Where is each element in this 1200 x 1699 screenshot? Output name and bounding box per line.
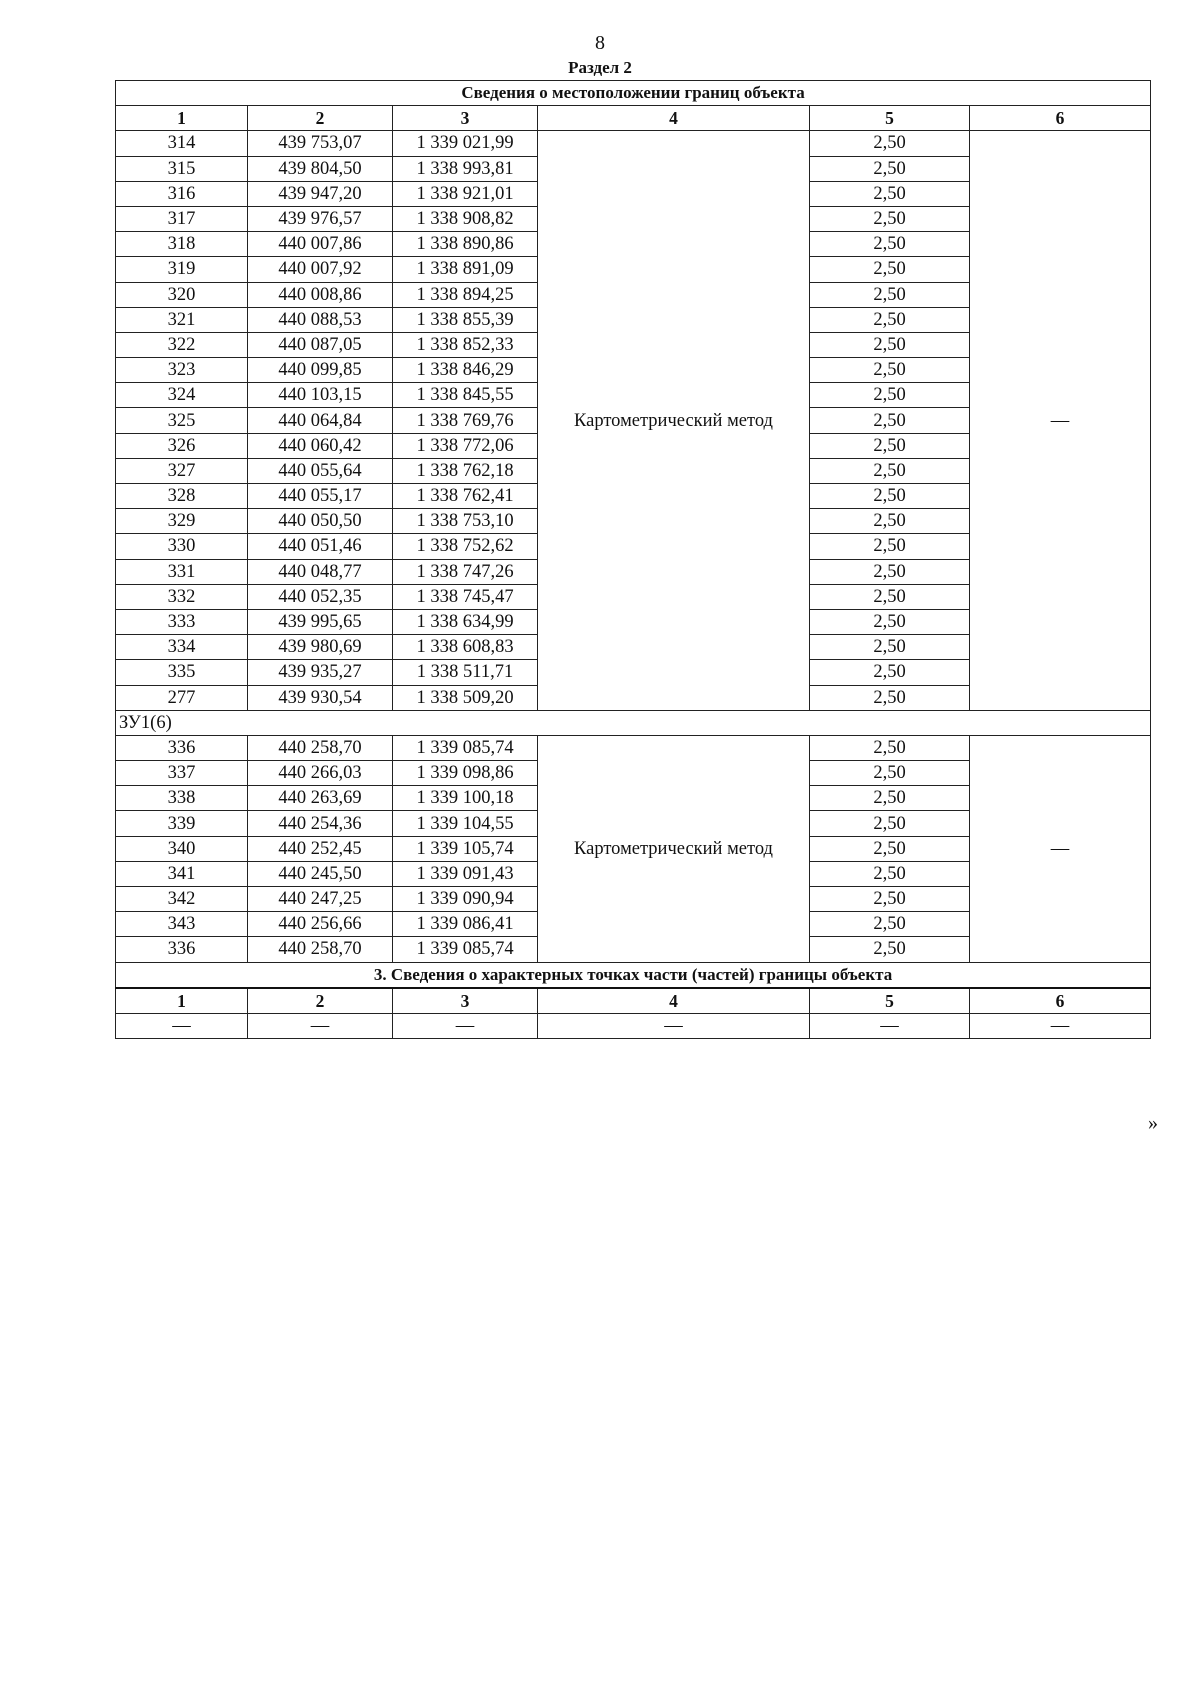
table-row — [116, 735, 1151, 760]
table-row — [116, 131, 1151, 156]
accuracy-cell: 2,50 — [810, 458, 970, 483]
point-number-cell: 318 — [116, 232, 248, 257]
x-coordinate-cell: 440 099,85 — [248, 358, 393, 383]
x-coordinate-cell: 439 976,57 — [248, 206, 393, 231]
point-number-cell: 325 — [116, 408, 248, 433]
accuracy-cell: 2,50 — [810, 383, 970, 408]
y-coordinate-cell: 1 338 852,33 — [393, 332, 538, 357]
part3-data-row — [116, 1013, 1151, 1038]
method-cell: Картометрический метод — [538, 735, 810, 962]
accuracy-cell: 2,50 — [810, 912, 970, 937]
point-number-cell: 332 — [116, 584, 248, 609]
x-coordinate-cell: 439 995,65 — [248, 609, 393, 634]
y-coordinate-cell: 1 339 104,55 — [393, 811, 538, 836]
accuracy-cell: 2,50 — [810, 534, 970, 559]
part3-data-cell: — — [538, 1013, 810, 1038]
closing-quote: » — [1148, 1112, 1158, 1134]
accuracy-cell: 2,50 — [810, 181, 970, 206]
part3-column-header: 3 — [393, 988, 538, 1014]
point-number-cell: 321 — [116, 307, 248, 332]
x-coordinate-cell: 439 930,54 — [248, 685, 393, 710]
part3-column-header: 5 — [810, 988, 970, 1014]
x-coordinate-cell: 439 947,20 — [248, 181, 393, 206]
x-coordinate-cell: 440 263,69 — [248, 786, 393, 811]
accuracy-cell: 2,50 — [810, 735, 970, 760]
point-number-cell: 336 — [116, 735, 248, 760]
y-coordinate-cell: 1 338 846,29 — [393, 358, 538, 383]
point-number-cell: 317 — [116, 206, 248, 231]
y-coordinate-cell: 1 339 085,74 — [393, 937, 538, 962]
y-coordinate-cell: 1 338 762,41 — [393, 484, 538, 509]
y-coordinate-cell: 1 339 100,18 — [393, 786, 538, 811]
point-number-cell: 333 — [116, 609, 248, 634]
accuracy-cell: 2,50 — [810, 131, 970, 156]
column-header: 2 — [248, 106, 393, 131]
y-coordinate-cell: 1 339 021,99 — [393, 131, 538, 156]
point-number-cell: 336 — [116, 937, 248, 962]
y-coordinate-cell: 1 338 769,76 — [393, 408, 538, 433]
x-coordinate-cell: 440 258,70 — [248, 937, 393, 962]
x-coordinate-cell: 440 256,66 — [248, 912, 393, 937]
point-number-cell: 323 — [116, 358, 248, 383]
y-coordinate-cell: 1 338 891,09 — [393, 257, 538, 282]
x-coordinate-cell: 440 060,42 — [248, 433, 393, 458]
point-number-cell: 328 — [116, 484, 248, 509]
x-coordinate-cell: 440 254,36 — [248, 811, 393, 836]
x-coordinate-cell: 440 008,86 — [248, 282, 393, 307]
part3-column-header: 4 — [538, 988, 810, 1014]
part3-title: 3. Сведения о характерных точках части (частей) границы объекта — [116, 962, 1151, 988]
part3-data-cell: — — [393, 1013, 538, 1038]
point-number-cell: 324 — [116, 383, 248, 408]
x-coordinate-cell: 439 980,69 — [248, 635, 393, 660]
y-coordinate-cell: 1 338 855,39 — [393, 307, 538, 332]
x-coordinate-cell: 440 088,53 — [248, 307, 393, 332]
part3-column-header: 2 — [248, 988, 393, 1014]
y-coordinate-cell: 1 339 090,94 — [393, 887, 538, 912]
point-number-cell: 315 — [116, 156, 248, 181]
y-coordinate-cell: 1 338 511,71 — [393, 660, 538, 685]
point-number-cell: 343 — [116, 912, 248, 937]
x-coordinate-cell: 440 266,03 — [248, 761, 393, 786]
y-coordinate-cell: 1 338 772,06 — [393, 433, 538, 458]
y-coordinate-cell: 1 338 845,55 — [393, 383, 538, 408]
point-number-cell: 338 — [116, 786, 248, 811]
accuracy-cell: 2,50 — [810, 484, 970, 509]
point-number-cell: 327 — [116, 458, 248, 483]
y-coordinate-cell: 1 339 105,74 — [393, 836, 538, 861]
x-coordinate-cell: 440 247,25 — [248, 887, 393, 912]
table-title-row — [116, 81, 1151, 106]
column-header: 3 — [393, 106, 538, 131]
point-number-cell: 340 — [116, 836, 248, 861]
point-number-cell: 316 — [116, 181, 248, 206]
accuracy-cell: 2,50 — [810, 660, 970, 685]
point-number-cell: 314 — [116, 131, 248, 156]
x-coordinate-cell: 439 935,27 — [248, 660, 393, 685]
part3-data-cell: — — [970, 1013, 1151, 1038]
x-coordinate-cell: 440 087,05 — [248, 332, 393, 357]
accuracy-cell: 2,50 — [810, 937, 970, 962]
part3-data-cell: — — [116, 1013, 248, 1038]
x-coordinate-cell: 440 258,70 — [248, 735, 393, 760]
point-number-cell: 339 — [116, 811, 248, 836]
y-coordinate-cell: 1 338 509,20 — [393, 685, 538, 710]
point-number-cell: 320 — [116, 282, 248, 307]
col6-cell: — — [970, 131, 1151, 710]
page-number: 8 — [595, 32, 605, 54]
part3-header-row — [116, 988, 1151, 1014]
part3-title-row — [116, 962, 1151, 988]
y-coordinate-cell: 1 338 634,99 — [393, 609, 538, 634]
col6-cell: — — [970, 735, 1151, 962]
accuracy-cell: 2,50 — [810, 156, 970, 181]
point-number-cell: 329 — [116, 509, 248, 534]
point-number-cell: 331 — [116, 559, 248, 584]
part3-data-cell: — — [248, 1013, 393, 1038]
x-coordinate-cell: 440 252,45 — [248, 836, 393, 861]
accuracy-cell: 2,50 — [810, 836, 970, 861]
point-number-cell: 335 — [116, 660, 248, 685]
x-coordinate-cell: 439 804,50 — [248, 156, 393, 181]
x-coordinate-cell: 439 753,07 — [248, 131, 393, 156]
accuracy-cell: 2,50 — [810, 206, 970, 231]
subgroup-row — [116, 710, 1151, 735]
method-cell: Картометрический метод — [538, 131, 810, 710]
y-coordinate-cell: 1 338 753,10 — [393, 509, 538, 534]
accuracy-cell: 2,50 — [810, 257, 970, 282]
boundary-table — [115, 80, 1151, 1039]
y-coordinate-cell: 1 338 752,62 — [393, 534, 538, 559]
point-number-cell: 322 — [116, 332, 248, 357]
accuracy-cell: 2,50 — [810, 786, 970, 811]
y-coordinate-cell: 1 338 608,83 — [393, 635, 538, 660]
point-number-cell: 330 — [116, 534, 248, 559]
subgroup-label: ЗУ1(6) — [116, 710, 1151, 735]
y-coordinate-cell: 1 338 890,86 — [393, 232, 538, 257]
y-coordinate-cell: 1 339 091,43 — [393, 861, 538, 886]
y-coordinate-cell: 1 338 894,25 — [393, 282, 538, 307]
y-coordinate-cell: 1 338 921,01 — [393, 181, 538, 206]
accuracy-cell: 2,50 — [810, 358, 970, 383]
accuracy-cell: 2,50 — [810, 887, 970, 912]
y-coordinate-cell: 1 339 085,74 — [393, 735, 538, 760]
boundary-table-body — [116, 81, 1151, 1039]
column-header-row — [116, 106, 1151, 131]
x-coordinate-cell: 440 064,84 — [248, 408, 393, 433]
accuracy-cell: 2,50 — [810, 307, 970, 332]
accuracy-cell: 2,50 — [810, 282, 970, 307]
part3-data-cell: — — [810, 1013, 970, 1038]
column-header: 4 — [538, 106, 810, 131]
y-coordinate-cell: 1 338 745,47 — [393, 584, 538, 609]
accuracy-cell: 2,50 — [810, 761, 970, 786]
column-header: 5 — [810, 106, 970, 131]
accuracy-cell: 2,50 — [810, 861, 970, 886]
part3-column-header: 1 — [116, 988, 248, 1014]
table-title: Сведения о местоположении границ объекта — [116, 81, 1151, 106]
point-number-cell: 319 — [116, 257, 248, 282]
accuracy-cell: 2,50 — [810, 811, 970, 836]
accuracy-cell: 2,50 — [810, 332, 970, 357]
point-number-cell: 342 — [116, 887, 248, 912]
x-coordinate-cell: 440 007,86 — [248, 232, 393, 257]
part3-column-header: 6 — [970, 988, 1151, 1014]
x-coordinate-cell: 440 051,46 — [248, 534, 393, 559]
y-coordinate-cell: 1 338 747,26 — [393, 559, 538, 584]
column-header: 1 — [116, 106, 248, 131]
x-coordinate-cell: 440 245,50 — [248, 861, 393, 886]
accuracy-cell: 2,50 — [810, 509, 970, 534]
point-number-cell: 337 — [116, 761, 248, 786]
x-coordinate-cell: 440 048,77 — [248, 559, 393, 584]
accuracy-cell: 2,50 — [810, 559, 970, 584]
accuracy-cell: 2,50 — [810, 408, 970, 433]
section-title: Раздел 2 — [568, 58, 632, 77]
y-coordinate-cell: 1 338 762,18 — [393, 458, 538, 483]
accuracy-cell: 2,50 — [810, 685, 970, 710]
x-coordinate-cell: 440 055,64 — [248, 458, 393, 483]
accuracy-cell: 2,50 — [810, 584, 970, 609]
x-coordinate-cell: 440 052,35 — [248, 584, 393, 609]
accuracy-cell: 2,50 — [810, 635, 970, 660]
y-coordinate-cell: 1 338 908,82 — [393, 206, 538, 231]
y-coordinate-cell: 1 338 993,81 — [393, 156, 538, 181]
point-number-cell: 277 — [116, 685, 248, 710]
x-coordinate-cell: 440 055,17 — [248, 484, 393, 509]
point-number-cell: 341 — [116, 861, 248, 886]
y-coordinate-cell: 1 339 098,86 — [393, 761, 538, 786]
x-coordinate-cell: 440 007,92 — [248, 257, 393, 282]
x-coordinate-cell: 440 103,15 — [248, 383, 393, 408]
x-coordinate-cell: 440 050,50 — [248, 509, 393, 534]
accuracy-cell: 2,50 — [810, 609, 970, 634]
y-coordinate-cell: 1 339 086,41 — [393, 912, 538, 937]
accuracy-cell: 2,50 — [810, 433, 970, 458]
column-header: 6 — [970, 106, 1151, 131]
accuracy-cell: 2,50 — [810, 232, 970, 257]
point-number-cell: 326 — [116, 433, 248, 458]
point-number-cell: 334 — [116, 635, 248, 660]
